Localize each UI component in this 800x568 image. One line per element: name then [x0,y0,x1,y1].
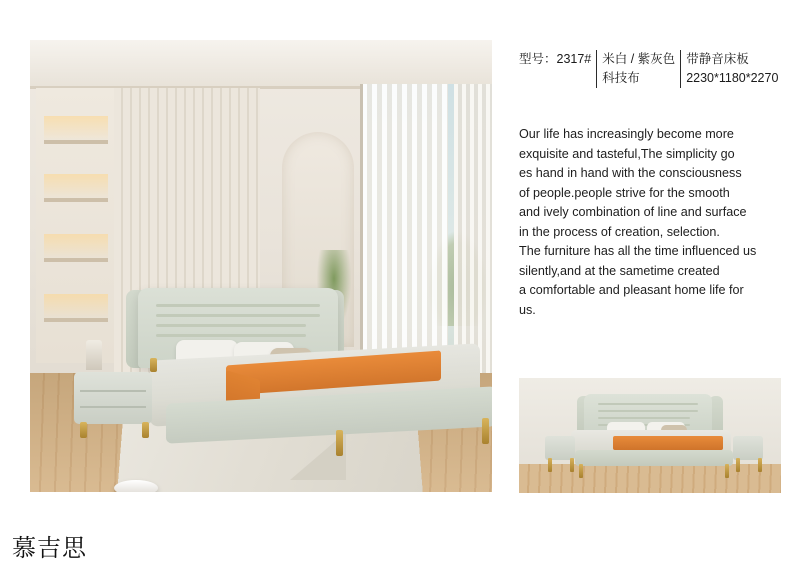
product-color: 米白 / 紫灰色 [602,52,676,66]
spec-divider-2 [680,50,681,88]
product-material: 科技布 [602,71,640,85]
description-line: exquisite and tasteful,The simplicity go [519,146,735,161]
shelf-glow [44,116,108,142]
headboard-stitch [156,334,306,337]
shelf [44,140,108,144]
thumb-bed-base [575,450,733,466]
description-line: es hand in hand with the consciousness [519,166,742,180]
description-line: in the process of creation, selection. [519,224,720,239]
product-feature: 带静音床板 [686,52,749,66]
product-thumbnail-image [519,378,781,493]
shelf [44,258,108,262]
product-description [519,125,787,320]
description-line: The furniture has all the time influenced us [519,244,757,258]
thumb-headboard-stitch [598,410,698,412]
thumb-nightstand-leg [736,458,740,472]
thumb-nightstand-leg [758,458,762,472]
thumb-headboard-stitch [598,403,698,405]
shelf-glow [44,294,108,320]
description-line: Our life has increasingly become more [519,127,734,141]
product-dimensions: 2230*1180*2270 [686,71,779,85]
headboard-stitch [156,304,320,307]
thumb-nightstand-leg [570,458,574,472]
thumb-nightstand-leg [548,458,552,472]
description-line: a comfortable and pleasant home life for [519,283,744,297]
brand-name: 慕吉思 [12,534,87,562]
description-line: of people.people strive for the smooth [519,185,730,200]
spec-feature-size [686,50,778,88]
shelf-glow [44,174,108,200]
headboard-leg [150,358,157,372]
description-line: and ively combination of line and surface [519,205,747,219]
product-spec-block [519,50,781,88]
shelf-niche [36,88,116,363]
bed-leg [482,418,489,444]
bed-leg [336,430,343,456]
thumb-headboard-stitch [598,417,690,419]
thumb-nightstand-left [545,436,575,460]
thumb-orange-throw [613,436,723,450]
hero-product-image [30,40,492,492]
thumb-floor [519,464,781,493]
nightstand-drawer-line [80,390,146,392]
shelf-glow [44,234,108,260]
thumb-nightstand-right [733,436,763,460]
description-line: us. [519,302,536,317]
spec-divider-1 [596,50,597,88]
nightstand-leg [142,422,149,438]
thumb-bed-leg [579,464,583,478]
headboard-stitch [156,314,320,317]
shelf [44,198,108,202]
table-lamp [86,340,102,370]
nightstand-drawer-line [80,406,146,408]
shelf [44,318,108,322]
nightstand-leg [80,422,87,438]
thumb-bed-leg [725,464,729,478]
robot-vacuum [114,480,158,492]
model-number: 型号：2317# [519,52,592,66]
ceiling [30,40,492,88]
description-line: silently,and at the sametime created [519,263,720,278]
headboard-stitch [156,324,306,327]
nightstand [74,372,152,424]
spec-color-material [602,50,675,88]
